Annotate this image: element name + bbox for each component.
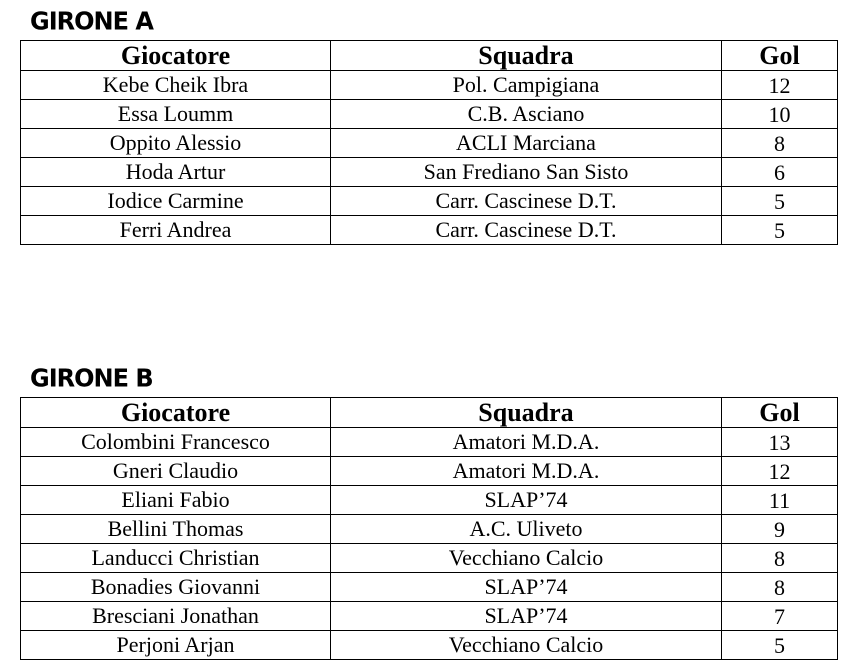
header-team: Squadra: [331, 41, 722, 71]
player-name: Hoda Artur: [21, 158, 331, 187]
goal-count: 5: [722, 216, 838, 245]
player-name: Bresciani Jonathan: [21, 602, 331, 631]
table-row: [21, 573, 838, 602]
team-name: Vecchiano Calcio: [331, 544, 722, 573]
team-name: San Frediano San Sisto: [331, 158, 722, 187]
goal-count: 10: [722, 100, 838, 129]
goal-count: 8: [722, 544, 838, 573]
player-name: Ferri Andrea: [21, 216, 331, 245]
header-player: Giocatore: [21, 41, 331, 71]
goal-count: 12: [722, 457, 838, 486]
player-name: Essa Loumm: [21, 100, 331, 129]
table-row: [21, 100, 838, 129]
goal-count: 13: [722, 428, 838, 457]
table-row: [21, 631, 838, 660]
player-name: Gneri Claudio: [21, 457, 331, 486]
goal-count: 12: [722, 71, 838, 100]
team-name: Amatori M.D.A.: [331, 457, 722, 486]
table-row: [21, 428, 838, 457]
player-name: Landucci Christian: [21, 544, 331, 573]
table-row: [21, 71, 838, 100]
team-name: ACLI Marciana: [331, 129, 722, 158]
header-player: Giocatore: [21, 398, 331, 428]
team-name: A.C. Uliveto: [331, 515, 722, 544]
group-a-scorers-table: [20, 40, 838, 245]
group-a-title: GIRONE A: [30, 6, 153, 36]
group-b-scorers-table: [20, 397, 838, 660]
team-name: Carr. Cascinese D.T.: [331, 216, 722, 245]
player-name: Colombini Francesco: [21, 428, 331, 457]
table-row: [21, 602, 838, 631]
team-name: SLAP’74: [331, 486, 722, 515]
player-name: Iodice Carmine: [21, 187, 331, 216]
header-goals: Gol: [722, 398, 838, 428]
team-name: Amatori M.D.A.: [331, 428, 722, 457]
table-row: [21, 486, 838, 515]
goal-count: 6: [722, 158, 838, 187]
team-name: Vecchiano Calcio: [331, 631, 722, 660]
player-name: Eliani Fabio: [21, 486, 331, 515]
table-row: [21, 544, 838, 573]
goal-count: 5: [722, 187, 838, 216]
team-name: SLAP’74: [331, 573, 722, 602]
team-name: Carr. Cascinese D.T.: [331, 187, 722, 216]
goal-count: 5: [722, 631, 838, 660]
table-row: [21, 515, 838, 544]
table-header-row: [21, 41, 838, 71]
team-name: SLAP’74: [331, 602, 722, 631]
table-row: [21, 187, 838, 216]
goal-count: 8: [722, 129, 838, 158]
player-name: Bellini Thomas: [21, 515, 331, 544]
player-name: Oppito Alessio: [21, 129, 331, 158]
player-name: Perjoni Arjan: [21, 631, 331, 660]
header-team: Squadra: [331, 398, 722, 428]
table-row: [21, 216, 838, 245]
player-name: Kebe Cheik Ibra: [21, 71, 331, 100]
table-row: [21, 129, 838, 158]
table-header-row: [21, 398, 838, 428]
header-goals: Gol: [722, 41, 838, 71]
group-b-title: GIRONE B: [30, 363, 153, 393]
team-name: Pol. Campigiana: [331, 71, 722, 100]
goal-count: 8: [722, 573, 838, 602]
goal-count: 11: [722, 486, 838, 515]
goal-count: 7: [722, 602, 838, 631]
player-name: Bonadies Giovanni: [21, 573, 331, 602]
table-row: [21, 158, 838, 187]
team-name: C.B. Asciano: [331, 100, 722, 129]
goal-count: 9: [722, 515, 838, 544]
table-row: [21, 457, 838, 486]
